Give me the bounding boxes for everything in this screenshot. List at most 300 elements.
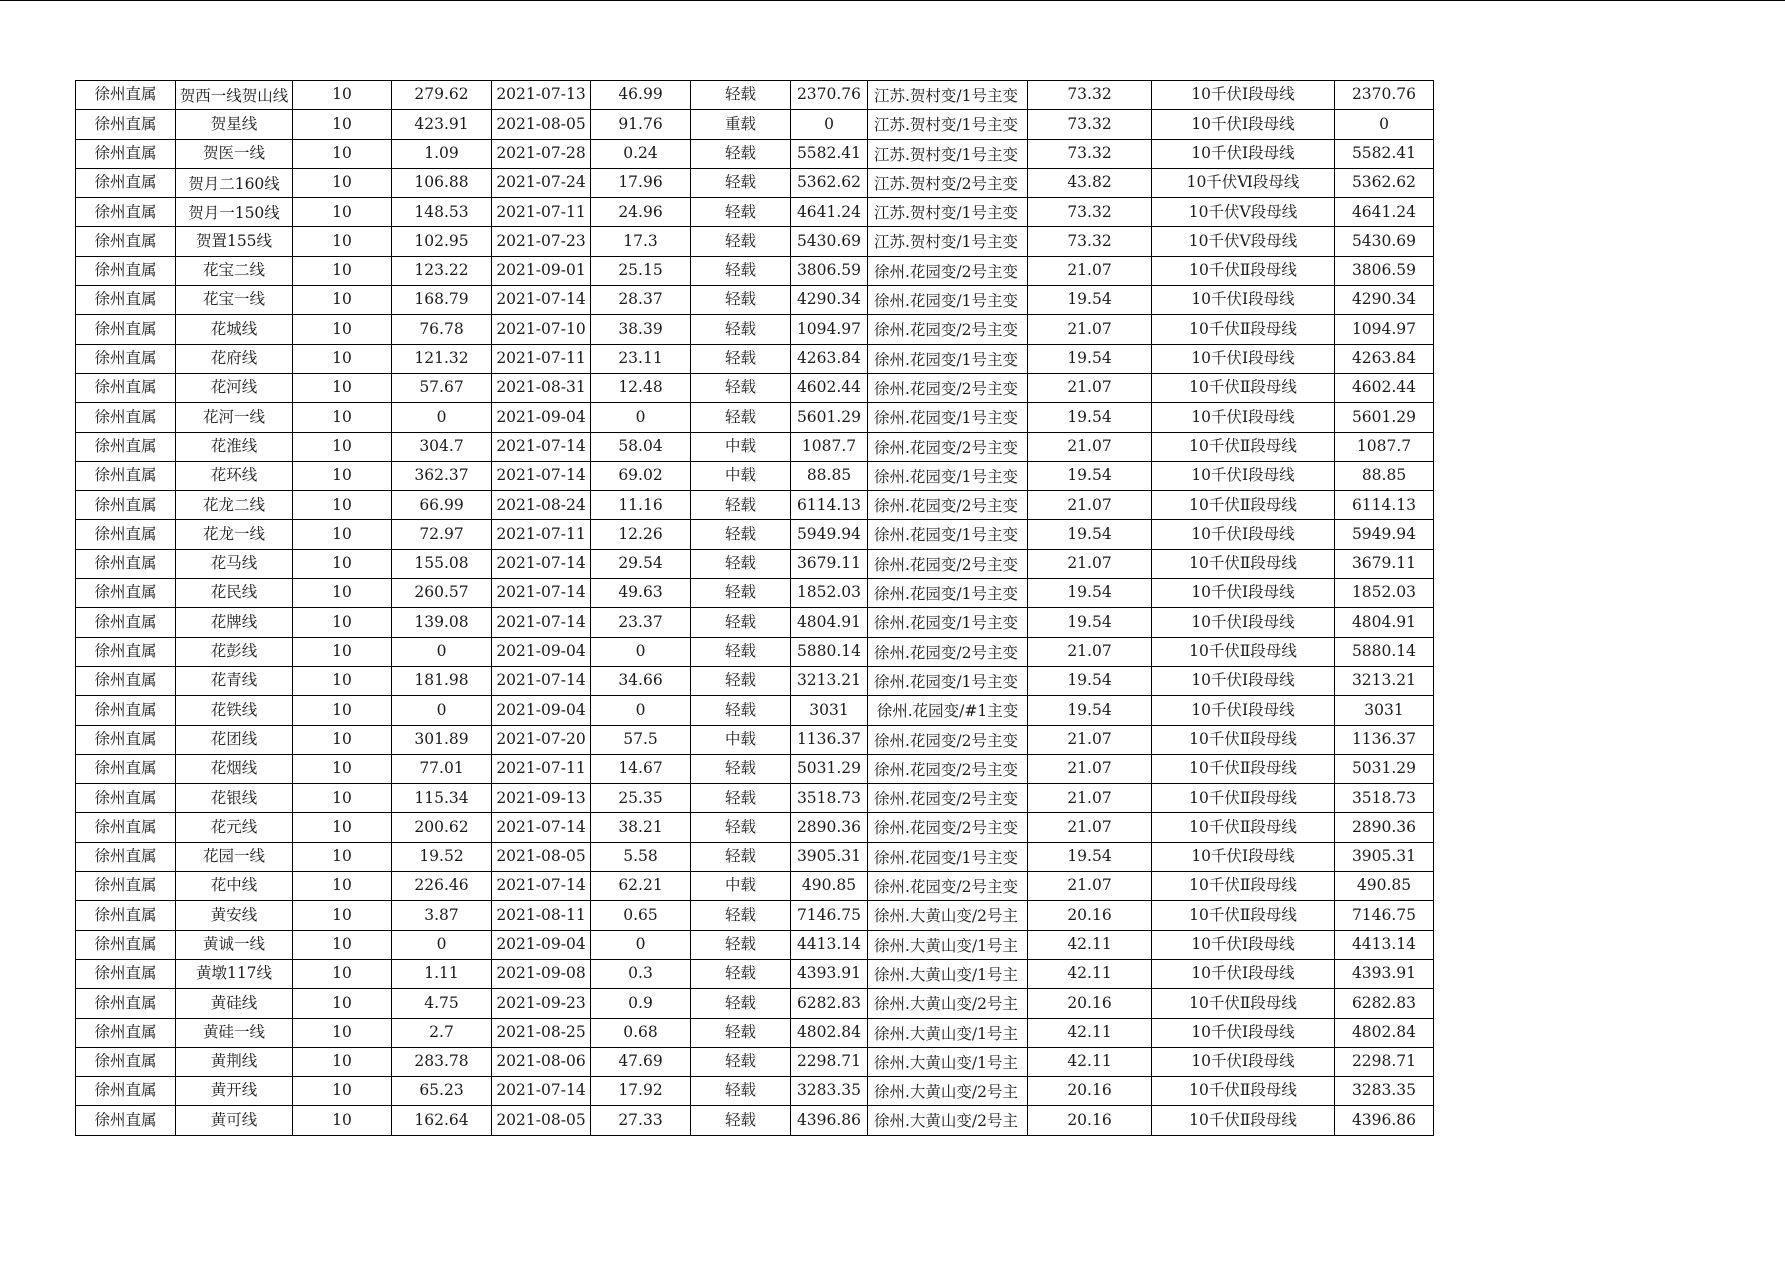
transformer-text: 江苏.贺村变/1号主变 [874, 204, 1019, 223]
spare-capacity-cell: 5601.29 [791, 403, 868, 432]
busbar-cell: 10千伏Ⅱ段母线 [1152, 315, 1335, 344]
line-name-cell: 花河一线 [176, 403, 293, 432]
voltage-cell: 10 [293, 872, 392, 901]
transformer-text: 徐州.花园变/1号主变 [874, 526, 1019, 545]
region-cell: 徐州直属 [76, 666, 176, 695]
spare-capacity-cell: 6114.13 [791, 491, 868, 520]
load-status-cell: 轻载 [691, 959, 791, 988]
spare-capacity-cell: 3806.59 [791, 256, 868, 285]
transformer-text: 徐州.花园变/2号主变 [874, 731, 1019, 750]
spare-capacity-cell: 2890.36 [791, 813, 868, 842]
line-name-cell: 花府线 [176, 344, 293, 373]
load-current-cell: 0 [392, 696, 492, 725]
load-status-cell: 轻载 [691, 637, 791, 666]
table-row [76, 286, 1434, 315]
load-rate-cell: 0 [591, 637, 691, 666]
date-cell: 2021-07-14 [492, 872, 591, 901]
spare-capacity-cell: 4413.14 [791, 930, 868, 959]
load-status-cell: 轻载 [691, 198, 791, 227]
spare-capacity-cell: 5880.14 [791, 637, 868, 666]
load-rate-cell: 49.63 [591, 579, 691, 608]
busbar-cell: 10千伏Ⅱ段母线 [1152, 1106, 1335, 1135]
date-cell: 2021-07-11 [492, 344, 591, 373]
table-row [76, 579, 1434, 608]
voltage-cell: 10 [293, 725, 392, 754]
busbar-cell: 10千伏Ⅱ段母线 [1152, 989, 1335, 1018]
load-rate-cell: 0 [591, 403, 691, 432]
transformer-load-rate-cell: 21.07 [1028, 432, 1152, 461]
load-rate-cell: 0.68 [591, 1018, 691, 1047]
transformer-cell [868, 315, 1028, 344]
busbar-cell: 10千伏Ⅰ段母线 [1152, 930, 1335, 959]
load-status-cell: 轻载 [691, 930, 791, 959]
load-rate-cell: 91.76 [591, 110, 691, 139]
spare-capacity-cell: 3031 [791, 696, 868, 725]
load-current-cell: 283.78 [392, 1047, 492, 1076]
load-rate-cell: 29.54 [591, 549, 691, 578]
transformer-text: 徐州.花园变/1号主变 [874, 848, 1019, 867]
load-current-cell: 2.7 [392, 1018, 492, 1047]
voltage-cell: 10 [293, 842, 392, 871]
table-row [76, 549, 1434, 578]
load-status-cell: 轻载 [691, 491, 791, 520]
transformer-cell [868, 1047, 1028, 1076]
load-status-cell: 轻载 [691, 403, 791, 432]
voltage-cell: 10 [293, 139, 392, 168]
date-cell: 2021-09-23 [492, 989, 591, 1018]
available-capacity-cell: 4263.84 [1335, 344, 1434, 373]
region-cell: 徐州直属 [76, 139, 176, 168]
transformer-cell [868, 784, 1028, 813]
transformer-cell [868, 637, 1028, 666]
available-capacity-cell: 4641.24 [1335, 198, 1434, 227]
voltage-cell: 10 [293, 286, 392, 315]
available-capacity-cell: 4804.91 [1335, 608, 1434, 637]
transformer-text: 徐州.花园变/1号主变 [874, 350, 1019, 369]
transformer-cell [868, 403, 1028, 432]
busbar-cell: 10千伏Ⅰ段母线 [1152, 403, 1335, 432]
table-row [76, 227, 1434, 256]
line-name-cell: 花淮线 [176, 432, 293, 461]
load-current-cell: 123.22 [392, 256, 492, 285]
busbar-cell: 10千伏Ⅱ段母线 [1152, 432, 1335, 461]
transformer-load-rate-cell: 19.54 [1028, 608, 1152, 637]
spare-capacity-cell: 7146.75 [791, 901, 868, 930]
load-rate-cell: 11.16 [591, 491, 691, 520]
table-row [76, 432, 1434, 461]
transformer-text: 徐州.花园变/2号主变 [874, 790, 1019, 809]
voltage-cell: 10 [293, 754, 392, 783]
spare-capacity-cell: 3518.73 [791, 784, 868, 813]
load-status-cell: 轻载 [691, 1018, 791, 1047]
transformer-cell [868, 256, 1028, 285]
transformer-text: 徐州.大黄山变/2号主 [874, 995, 1019, 1014]
region-cell: 徐州直属 [76, 1047, 176, 1076]
region-cell: 徐州直属 [76, 549, 176, 578]
available-capacity-cell: 5880.14 [1335, 637, 1434, 666]
transformer-load-rate-cell: 19.54 [1028, 842, 1152, 871]
load-current-cell: 57.67 [392, 373, 492, 402]
table-row [76, 139, 1434, 168]
region-cell: 徐州直属 [76, 813, 176, 842]
line-name-cell: 贺星线 [176, 110, 293, 139]
spare-capacity-cell: 2298.71 [791, 1047, 868, 1076]
line-name-cell [176, 198, 293, 227]
load-rate-cell: 0.9 [591, 989, 691, 1018]
date-cell: 2021-07-10 [492, 315, 591, 344]
busbar-cell: 10千伏Ⅱ段母线 [1152, 754, 1335, 783]
region-cell: 徐州直属 [76, 315, 176, 344]
transformer-text: 徐州.大黄山变/1号主 [874, 1024, 1019, 1043]
table-row [76, 696, 1434, 725]
available-capacity-cell: 5430.69 [1335, 227, 1434, 256]
transformer-text: 徐州.花园变/2号主变 [874, 555, 1019, 574]
transformer-load-rate-cell: 21.07 [1028, 872, 1152, 901]
available-capacity-cell: 1852.03 [1335, 579, 1434, 608]
transformer-cell [868, 842, 1028, 871]
table-row [76, 403, 1434, 432]
load-current-cell: 77.01 [392, 754, 492, 783]
table-row [76, 1018, 1434, 1047]
spare-capacity-cell: 4602.44 [791, 373, 868, 402]
spare-capacity-cell: 6282.83 [791, 989, 868, 1018]
transformer-load-rate-cell: 21.07 [1028, 813, 1152, 842]
line-name-cell: 花龙二线 [176, 491, 293, 520]
load-rate-cell: 46.99 [591, 81, 691, 110]
load-status-cell: 轻载 [691, 696, 791, 725]
busbar-cell: 10千伏Ⅵ段母线 [1152, 168, 1335, 197]
load-rate-cell: 58.04 [591, 432, 691, 461]
date-cell: 2021-09-08 [492, 959, 591, 988]
available-capacity-cell: 1094.97 [1335, 315, 1434, 344]
available-capacity-cell: 4802.84 [1335, 1018, 1434, 1047]
load-rate-cell: 25.15 [591, 256, 691, 285]
load-status-cell: 轻载 [691, 754, 791, 783]
load-status-cell: 轻载 [691, 168, 791, 197]
load-rate-cell: 0 [591, 696, 691, 725]
load-rate-cell: 23.11 [591, 344, 691, 373]
load-status-cell: 重载 [691, 110, 791, 139]
load-current-cell: 0 [392, 637, 492, 666]
load-status-cell: 轻载 [691, 344, 791, 373]
load-rate-cell: 17.96 [591, 168, 691, 197]
line-name-cell: 花铁线 [176, 696, 293, 725]
busbar-cell: 10千伏Ⅱ段母线 [1152, 637, 1335, 666]
date-cell: 2021-07-14 [492, 608, 591, 637]
spare-capacity-cell: 3283.35 [791, 1077, 868, 1106]
date-cell: 2021-07-28 [492, 139, 591, 168]
voltage-cell: 10 [293, 432, 392, 461]
load-status-cell: 轻载 [691, 901, 791, 930]
page-top-rule [0, 0, 1785, 1]
transformer-text: 徐州.花园变/2号主变 [874, 643, 1019, 662]
transformer-load-rate-cell: 19.54 [1028, 666, 1152, 695]
transformer-cell [868, 696, 1028, 725]
table-row [76, 666, 1434, 695]
transformer-cell [868, 1077, 1028, 1106]
transformer-cell [868, 549, 1028, 578]
available-capacity-cell: 4393.91 [1335, 959, 1434, 988]
table-row [76, 198, 1434, 227]
date-cell: 2021-07-14 [492, 579, 591, 608]
transformer-text: 徐州.花园变/2号主变 [874, 379, 1019, 398]
transformer-text: 江苏.贺村变/2号主变 [874, 174, 1019, 193]
table-row [76, 461, 1434, 490]
transformer-load-rate-cell: 19.54 [1028, 403, 1152, 432]
transformer-load-rate-cell: 19.54 [1028, 461, 1152, 490]
line-name-cell: 花龙一线 [176, 520, 293, 549]
load-status-cell: 轻载 [691, 1106, 791, 1135]
line-name-cell: 黄荆线 [176, 1047, 293, 1076]
line-name-cell: 花河线 [176, 373, 293, 402]
voltage-cell: 10 [293, 227, 392, 256]
busbar-cell: 10千伏Ⅰ段母线 [1152, 139, 1335, 168]
transformer-load-rate-cell: 19.54 [1028, 344, 1152, 373]
busbar-cell: 10千伏Ⅰ段母线 [1152, 520, 1335, 549]
date-cell: 2021-07-11 [492, 754, 591, 783]
available-capacity-cell: 7146.75 [1335, 901, 1434, 930]
region-cell: 徐州直属 [76, 491, 176, 520]
transformer-load-rate-cell: 19.54 [1028, 520, 1152, 549]
busbar-cell: 10千伏Ⅰ段母线 [1152, 81, 1335, 110]
line-name-cell: 花元线 [176, 813, 293, 842]
region-cell: 徐州直属 [76, 901, 176, 930]
date-cell: 2021-09-04 [492, 637, 591, 666]
line-name-cell: 黄可线 [176, 1106, 293, 1135]
transformer-cell [868, 198, 1028, 227]
load-current-cell: 66.99 [392, 491, 492, 520]
load-rate-cell: 0.3 [591, 959, 691, 988]
load-status-cell: 中载 [691, 461, 791, 490]
date-cell: 2021-09-01 [492, 256, 591, 285]
line-name-cell: 黄诚一线 [176, 930, 293, 959]
load-current-cell: 148.53 [392, 198, 492, 227]
voltage-cell: 10 [293, 110, 392, 139]
transformer-load-rate-cell: 21.07 [1028, 315, 1152, 344]
load-rate-cell: 25.35 [591, 784, 691, 813]
date-cell: 2021-08-25 [492, 1018, 591, 1047]
load-rate-cell: 17.3 [591, 227, 691, 256]
transformer-cell [868, 520, 1028, 549]
available-capacity-cell: 1087.7 [1335, 432, 1434, 461]
load-status-cell: 轻载 [691, 784, 791, 813]
table-row [76, 344, 1434, 373]
region-cell: 徐州直属 [76, 256, 176, 285]
transformer-load-rate-cell: 73.32 [1028, 81, 1152, 110]
table-row [76, 1077, 1434, 1106]
transformer-text: 江苏.贺村变/1号主变 [874, 116, 1019, 135]
region-cell: 徐州直属 [76, 989, 176, 1018]
busbar-cell: 10千伏Ⅴ段母线 [1152, 198, 1335, 227]
voltage-cell: 10 [293, 520, 392, 549]
available-capacity-cell: 3213.21 [1335, 666, 1434, 695]
load-current-cell: 72.97 [392, 520, 492, 549]
available-capacity-cell: 88.85 [1335, 461, 1434, 490]
load-current-cell: 260.57 [392, 579, 492, 608]
load-rate-cell: 27.33 [591, 1106, 691, 1135]
line-name-cell: 贺置155线 [176, 227, 293, 256]
transformer-text: 徐州.花园变/#1主变 [876, 702, 1019, 721]
voltage-cell: 10 [293, 1018, 392, 1047]
region-cell: 徐州直属 [76, 432, 176, 461]
transformer-text: 江苏.贺村变/1号主变 [874, 233, 1019, 252]
transformer-cell [868, 901, 1028, 930]
spare-capacity-cell: 1136.37 [791, 725, 868, 754]
transformer-cell [868, 725, 1028, 754]
transformer-load-rate-cell: 43.82 [1028, 168, 1152, 197]
line-name-cell: 花城线 [176, 315, 293, 344]
line-name-cell: 花团线 [176, 725, 293, 754]
table-row [76, 1106, 1434, 1135]
load-current-cell: 106.88 [392, 168, 492, 197]
transformer-text: 徐州.花园变/1号主变 [874, 292, 1019, 311]
transformer-text: 徐州.花园变/1号主变 [874, 672, 1019, 691]
load-status-cell: 轻载 [691, 813, 791, 842]
load-current-cell: 102.95 [392, 227, 492, 256]
transformer-text: 徐州.大黄山变/2号主 [874, 907, 1019, 926]
transformer-cell [868, 286, 1028, 315]
table-row [76, 989, 1434, 1018]
table-row [76, 168, 1434, 197]
available-capacity-cell: 5031.29 [1335, 754, 1434, 783]
transformer-cell [868, 872, 1028, 901]
load-status-cell: 轻载 [691, 139, 791, 168]
load-rate-cell: 47.69 [591, 1047, 691, 1076]
busbar-cell: 10千伏Ⅰ段母线 [1152, 1047, 1335, 1076]
table-row [76, 110, 1434, 139]
transformer-load-rate-cell: 21.07 [1028, 784, 1152, 813]
date-cell: 2021-09-04 [492, 696, 591, 725]
table-row [76, 256, 1434, 285]
region-cell: 徐州直属 [76, 842, 176, 871]
transformer-text: 徐州.花园变/1号主变 [874, 467, 1019, 486]
load-status-cell: 轻载 [691, 286, 791, 315]
table-row [76, 842, 1434, 871]
date-cell: 2021-07-13 [492, 81, 591, 110]
voltage-cell: 10 [293, 168, 392, 197]
transformer-cell [868, 666, 1028, 695]
region-cell: 徐州直属 [76, 520, 176, 549]
table-row [76, 315, 1434, 344]
load-current-cell: 1.09 [392, 139, 492, 168]
line-name-cell [176, 168, 293, 197]
spare-capacity-cell: 5582.41 [791, 139, 868, 168]
line-name-cell: 花马线 [176, 549, 293, 578]
busbar-cell: 10千伏Ⅱ段母线 [1152, 1077, 1335, 1106]
busbar-cell: 10千伏Ⅱ段母线 [1152, 813, 1335, 842]
busbar-cell: 10千伏Ⅰ段母线 [1152, 344, 1335, 373]
date-cell: 2021-07-14 [492, 461, 591, 490]
load-rate-cell: 17.92 [591, 1077, 691, 1106]
transformer-load-rate-cell: 21.07 [1028, 725, 1152, 754]
busbar-cell: 10千伏Ⅰ段母线 [1152, 1018, 1335, 1047]
region-cell: 徐州直属 [76, 696, 176, 725]
date-cell: 2021-07-14 [492, 666, 591, 695]
available-capacity-cell: 3031 [1335, 696, 1434, 725]
transformer-cell [868, 81, 1028, 110]
load-rate-cell: 5.58 [591, 842, 691, 871]
voltage-cell: 10 [293, 813, 392, 842]
transformer-load-rate-cell: 73.32 [1028, 110, 1152, 139]
voltage-cell: 10 [293, 256, 392, 285]
region-cell: 徐州直属 [76, 784, 176, 813]
available-capacity-cell: 3283.35 [1335, 1077, 1434, 1106]
available-capacity-cell: 1136.37 [1335, 725, 1434, 754]
load-current-cell: 19.52 [392, 842, 492, 871]
load-rate-cell: 12.26 [591, 520, 691, 549]
region-cell: 徐州直属 [76, 344, 176, 373]
transformer-cell [868, 608, 1028, 637]
transformer-cell [868, 373, 1028, 402]
voltage-cell: 10 [293, 989, 392, 1018]
date-cell: 2021-09-13 [492, 784, 591, 813]
line-name-text: 贺月一150线 [188, 204, 280, 223]
date-cell: 2021-08-05 [492, 842, 591, 871]
spare-capacity-cell: 4396.86 [791, 1106, 868, 1135]
date-cell: 2021-07-14 [492, 1077, 591, 1106]
load-current-cell: 3.87 [392, 901, 492, 930]
line-name-cell: 花宝一线 [176, 286, 293, 315]
table-row [76, 81, 1434, 110]
spare-capacity-cell: 4802.84 [791, 1018, 868, 1047]
transformer-cell [868, 227, 1028, 256]
voltage-cell: 10 [293, 696, 392, 725]
transformer-cell [868, 579, 1028, 608]
transformer-load-rate-cell: 19.54 [1028, 286, 1152, 315]
load-current-cell: 76.78 [392, 315, 492, 344]
line-name-cell: 花环线 [176, 461, 293, 490]
region-cell: 徐州直属 [76, 1106, 176, 1135]
region-cell: 徐州直属 [76, 959, 176, 988]
busbar-cell: 10千伏Ⅴ段母线 [1152, 227, 1335, 256]
busbar-cell: 10千伏Ⅰ段母线 [1152, 579, 1335, 608]
available-capacity-cell: 3518.73 [1335, 784, 1434, 813]
load-status-cell: 轻载 [691, 608, 791, 637]
date-cell: 2021-08-24 [492, 491, 591, 520]
busbar-cell: 10千伏Ⅰ段母线 [1152, 666, 1335, 695]
voltage-cell: 10 [293, 403, 392, 432]
transformer-load-rate-cell: 19.54 [1028, 579, 1152, 608]
region-cell: 徐州直属 [76, 286, 176, 315]
region-cell: 徐州直属 [76, 373, 176, 402]
busbar-cell: 10千伏Ⅰ段母线 [1152, 959, 1335, 988]
load-status-cell: 轻载 [691, 520, 791, 549]
date-cell: 2021-07-14 [492, 286, 591, 315]
transformer-cell [868, 959, 1028, 988]
load-status-cell: 中载 [691, 725, 791, 754]
available-capacity-cell: 4602.44 [1335, 373, 1434, 402]
load-status-cell: 轻载 [691, 81, 791, 110]
line-name-cell: 花宝二线 [176, 256, 293, 285]
spare-capacity-cell: 4393.91 [791, 959, 868, 988]
load-status-cell: 轻载 [691, 1047, 791, 1076]
line-name-cell: 花烟线 [176, 754, 293, 783]
load-rate-cell: 62.21 [591, 872, 691, 901]
available-capacity-cell: 3905.31 [1335, 842, 1434, 871]
table-row [76, 784, 1434, 813]
voltage-cell: 10 [293, 637, 392, 666]
voltage-cell: 10 [293, 608, 392, 637]
spare-capacity-cell: 3679.11 [791, 549, 868, 578]
available-capacity-cell: 4413.14 [1335, 930, 1434, 959]
voltage-cell: 10 [293, 81, 392, 110]
table-row [76, 813, 1434, 842]
available-capacity-cell: 3806.59 [1335, 256, 1434, 285]
voltage-cell: 10 [293, 959, 392, 988]
load-rate-cell: 12.48 [591, 373, 691, 402]
transformer-text: 徐州.大黄山变/1号主 [874, 936, 1019, 955]
voltage-cell: 10 [293, 461, 392, 490]
